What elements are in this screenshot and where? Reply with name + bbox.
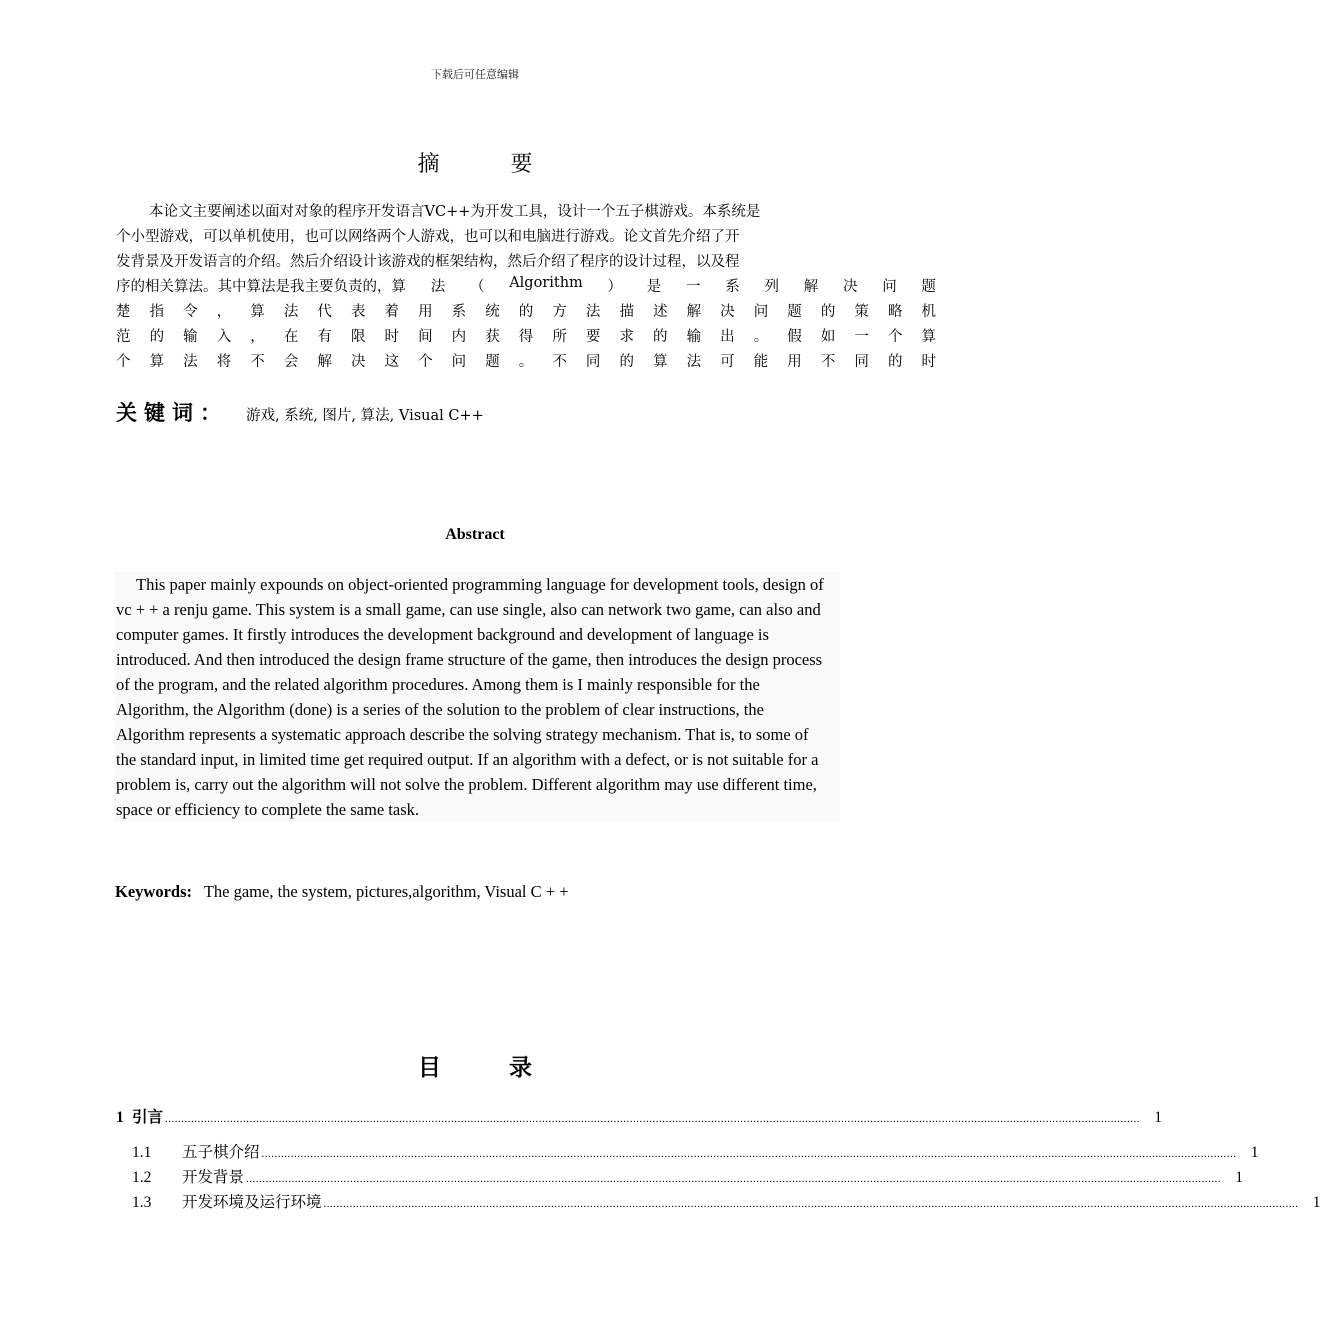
cn-spread-glyph: 入 bbox=[216, 329, 232, 345]
en-keywords-value: The game, the system, pictures,algorithm, Visual C + + bbox=[203, 882, 569, 901]
cn-spread-glyph: 出 bbox=[720, 329, 735, 345]
toc-entry-number: 1.3 bbox=[132, 1194, 152, 1211]
cn-abstract-line: 发背景及开发语言的介绍。然后介绍设计该游戏的框架结构，然后介绍了程序的设计过程，以及程 bbox=[116, 254, 740, 270]
cn-spread-glyph: （ bbox=[469, 279, 485, 295]
cn-spread-glyph: 。 bbox=[753, 329, 769, 345]
cn-spread-glyph: 的 bbox=[653, 329, 668, 345]
cn-abstract-title: 摘 要 bbox=[417, 152, 565, 177]
en-abstract-line: of the program, and the related algorithm procedures. Among them is I mainly responsible for the bbox=[116, 675, 760, 694]
toc-entry[interactable] bbox=[116, 1105, 1163, 1127]
cn-spread-glyph: 解 bbox=[686, 304, 702, 320]
cn-spread-glyph: 策 bbox=[854, 304, 869, 320]
cn-spread-glyph: 问 bbox=[451, 354, 467, 370]
cn-spread-glyph: 时 bbox=[384, 329, 399, 345]
en-abstract-line: Algorithm, the Algorithm (done) is a series of the solution to the problem of clear instructions, the bbox=[116, 700, 764, 719]
toc-leader-dots: ............................................................................................................................................................................................................................................................................................................ bbox=[165, 1113, 1141, 1125]
cn-spread-glyph: 决 bbox=[350, 354, 366, 370]
cn-spread-glyph: 法 bbox=[430, 279, 446, 295]
cn-keywords-label: 关键词： bbox=[116, 400, 228, 425]
cn-spread-glyph: 算 bbox=[250, 304, 265, 320]
toc-entry-page: 1 bbox=[1235, 1169, 1244, 1186]
cn-spread-glyph: 个 bbox=[418, 354, 433, 370]
cn-spread-glyph: 系 bbox=[725, 279, 740, 295]
en-keywords-label: Keywords: bbox=[115, 882, 192, 901]
cn-spread-glyph: 用 bbox=[787, 354, 802, 370]
toc-entry[interactable] bbox=[132, 1165, 1244, 1187]
cn-spread-glyph: 法 bbox=[283, 304, 299, 320]
cn-spread-glyph: 机 bbox=[921, 304, 936, 320]
cn-spread-glyph: 解 bbox=[317, 354, 332, 370]
toc-entry-page: 1 bbox=[1154, 1109, 1163, 1126]
cn-spread-glyph: 的 bbox=[518, 304, 534, 320]
cn-spread-glyph: 同 bbox=[854, 354, 869, 370]
cn-keywords bbox=[116, 397, 484, 427]
cn-spread-glyph: 题 bbox=[921, 279, 936, 295]
toc-leader-dots: ............................................................................................................................................................................................................................................................................................................ bbox=[261, 1148, 1237, 1160]
cn-spread-glyph: 法 bbox=[686, 354, 702, 370]
cn-spread-glyph: 有 bbox=[317, 329, 332, 345]
cn-spread-glyph: 问 bbox=[882, 279, 897, 295]
cn-spread-glyph: 法 bbox=[585, 304, 601, 320]
cn-spread-glyph: 略 bbox=[887, 304, 903, 320]
toc-entry-title: 开发环境及运行环境 bbox=[182, 1194, 322, 1211]
cn-abstract-line-7 bbox=[116, 350, 936, 371]
cn-spread-glyph: 同 bbox=[585, 354, 601, 370]
cn-spread-glyph: 输 bbox=[183, 329, 198, 345]
cn-abstract-body bbox=[116, 200, 846, 275]
cn-spread-glyph: 的 bbox=[619, 354, 634, 370]
cn-spread-glyph: 决 bbox=[842, 279, 858, 295]
cn-spread-glyph: 述 bbox=[653, 304, 668, 320]
toc-title: 目 录 bbox=[417, 1054, 562, 1081]
cn-abstract-line-4-spread bbox=[392, 275, 937, 296]
en-abstract-line: Algorithm represents a systematic approach describe the solving strategy mechanism. That is, to some of bbox=[116, 725, 809, 744]
en-abstract-title: Abstract bbox=[445, 526, 505, 543]
cn-spread-glyph: ， bbox=[250, 329, 265, 345]
cn-spread-glyph: 的 bbox=[820, 304, 836, 320]
toc-entry-title: 五子棋介绍 bbox=[182, 1144, 260, 1161]
cn-spread-glyph: 法 bbox=[183, 354, 198, 370]
cn-spread-glyph: 输 bbox=[686, 329, 702, 345]
cn-spread-glyph: 。 bbox=[518, 354, 534, 370]
cn-spread-glyph: 是 bbox=[646, 279, 662, 295]
en-abstract-line: space or efficiency to complete the same task. bbox=[116, 800, 419, 819]
cn-spread-glyph: 所 bbox=[552, 329, 567, 345]
cn-spread-glyph: 解 bbox=[803, 279, 819, 295]
cn-spread-glyph: 这 bbox=[384, 354, 399, 370]
cn-spread-glyph: 令 bbox=[183, 304, 198, 320]
cn-spread-glyph: 可 bbox=[720, 354, 735, 370]
cn-spread-glyph: 算 bbox=[149, 354, 165, 370]
cn-spread-glyph: 描 bbox=[619, 304, 634, 320]
en-abstract-body bbox=[114, 572, 840, 822]
cn-abstract-line-4 bbox=[116, 275, 936, 296]
cn-spread-glyph: 不 bbox=[552, 354, 567, 370]
cn-abstract-line: 个小型游戏，可以单机使用，也可以网络两个人游戏，也可以和电脑进行游戏。论文首先介绍了开 bbox=[116, 229, 740, 245]
cn-spread-glyph: 指 bbox=[149, 304, 165, 320]
en-abstract-line: computer games. It firstly introduces the development background and development of language is bbox=[116, 625, 769, 644]
cn-spread-glyph: 求 bbox=[619, 329, 634, 345]
toc-entry-number: 1.2 bbox=[132, 1169, 152, 1186]
cn-spread-glyph: 如 bbox=[820, 329, 836, 345]
cn-spread-glyph: 算 bbox=[653, 354, 668, 370]
cn-spread-glyph: 在 bbox=[283, 329, 299, 345]
cn-spread-glyph: 用 bbox=[418, 304, 433, 320]
cn-spread-glyph: 会 bbox=[283, 354, 299, 370]
cn-spread-glyph: 一 bbox=[854, 329, 869, 345]
cn-spread-glyph: 算 bbox=[391, 279, 406, 295]
cn-spread-glyph: 方 bbox=[552, 304, 567, 320]
cn-spread-glyph: 算 bbox=[921, 329, 936, 345]
en-abstract-line: vc + + a renju game. This system is a small game, can use single, also can network two game, can also and bbox=[116, 600, 821, 619]
cn-spread-glyph: 将 bbox=[216, 354, 232, 370]
cn-spread-glyph: ， bbox=[216, 304, 232, 320]
cn-spread-glyph: 不 bbox=[820, 354, 836, 370]
cn-spread-glyph: 能 bbox=[753, 354, 769, 370]
cn-spread-glyph: 表 bbox=[350, 304, 366, 320]
cn-spread-glyph: 个 bbox=[116, 354, 131, 370]
en-abstract-line: introduced. And then introduced the design frame structure of the game, then introduces the design process bbox=[116, 650, 823, 669]
cn-spread-glyph: 要 bbox=[585, 329, 601, 345]
cn-spread-glyph: 题 bbox=[787, 304, 802, 320]
cn-spread-glyph: 的 bbox=[149, 329, 165, 345]
cn-spread-glyph: 个 bbox=[887, 329, 903, 345]
toc-entry-title: 引言 bbox=[132, 1109, 164, 1126]
cn-abstract-line-6 bbox=[116, 325, 936, 346]
cn-spread-glyph: 列 bbox=[764, 279, 779, 295]
cn-spread-glyph: 系 bbox=[451, 304, 467, 320]
header-note: 下载后可任意编辑 bbox=[431, 68, 519, 81]
cn-spread-glyph: 题 bbox=[485, 354, 500, 370]
cn-abstract-line: 本论文主要阐述以面对对象的程序开发语言VC++为开发工具，设计一个五子棋游戏。本系统是 bbox=[149, 204, 761, 220]
cn-spread-glyph: 统 bbox=[485, 304, 500, 320]
toc-entry[interactable] bbox=[132, 1190, 1321, 1212]
cn-spread-glyph: 决 bbox=[720, 304, 735, 320]
cn-spread-glyph: 间 bbox=[418, 329, 433, 345]
cn-spread-glyph: 时 bbox=[921, 354, 936, 370]
cn-spread-glyph: 得 bbox=[518, 329, 534, 345]
en-abstract-line: This paper mainly expounds on object-oriented programming language for development tools, design of bbox=[136, 575, 824, 594]
toc-entry-page: 1 bbox=[1312, 1194, 1321, 1211]
toc-entry[interactable] bbox=[132, 1140, 1259, 1162]
toc-entry-title: 开发背景 bbox=[182, 1169, 245, 1186]
cn-abstract-line-4-prefix: 序的相关算法。其中算法是我主要负责的， bbox=[116, 279, 392, 295]
cn-spread-glyph: 代 bbox=[317, 304, 332, 320]
toc-leader-dots: ............................................................................................................................................................................................................................................................................................................ bbox=[246, 1173, 1222, 1185]
cn-spread-glyph: 内 bbox=[451, 329, 467, 345]
cn-spread-glyph: 的 bbox=[887, 354, 903, 370]
cn-spread-glyph: 不 bbox=[250, 354, 265, 370]
en-keywords bbox=[115, 882, 569, 902]
en-abstract-line: problem is, carry out the algorithm will not solve the problem. Different algorithm may use different time, bbox=[116, 775, 817, 794]
cn-keywords-value: 游戏, 系统, 图片, 算法, Visual C++ bbox=[246, 408, 484, 424]
cn-abstract-line-5 bbox=[116, 300, 936, 321]
en-abstract-line: the standard input, in limited time get required output. If an algorithm with a defect, or is not suitable for a bbox=[116, 750, 819, 769]
toc-entry-number: 1 bbox=[116, 1109, 124, 1126]
cn-spread-glyph: 获 bbox=[485, 329, 500, 345]
toc-entry-page: 1 bbox=[1250, 1144, 1259, 1161]
toc-entry-number: 1.1 bbox=[132, 1144, 152, 1161]
cn-spread-glyph: 楚 bbox=[116, 304, 131, 320]
toc-leader-dots: ............................................................................................................................................................................................................................................................................................................ bbox=[323, 1198, 1299, 1210]
cn-spread-glyph: ） bbox=[607, 279, 623, 295]
cn-spread-glyph: 着 bbox=[384, 304, 399, 320]
cn-spread-glyph: 问 bbox=[753, 304, 769, 320]
cn-spread-glyph: 一 bbox=[686, 279, 701, 295]
cn-spread-glyph: 范 bbox=[116, 329, 131, 345]
cn-spread-glyph: Algorithm bbox=[509, 275, 583, 291]
cn-spread-glyph: 限 bbox=[350, 329, 366, 345]
cn-spread-glyph: 假 bbox=[787, 329, 802, 345]
